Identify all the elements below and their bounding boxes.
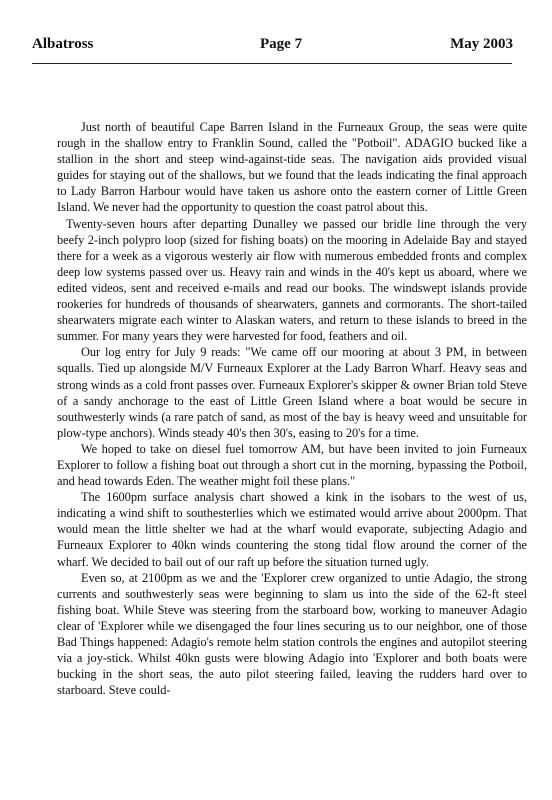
article-body [57,119,527,698]
paragraph: We hoped to take on diesel fuel tomorrow AM, but have been invited to join Furneaux Explorer to follow a fishing boat out through a short cut in the morning, bypassing the Potboil, and head towards Eden. The weather might foil these plans." [57,441,527,489]
page-number: Page 7 [260,36,303,52]
header-rule [32,63,512,64]
paragraph: Twenty-seven hours after departing Dunalley we passed our bridle line through the very beefy 2-inch polypro loop (sized for fishing boats) on the mooring in Adelaide Bay and stayed there for a week as a vigorous westerly air flow with numerous embedded fronts and complex deep low systems passed over us. Heavy rain and winds in the 40's kept us aboard, where we edited videos, sent and received e-mails and read our books. The windswept islands provide rookeries for hundreds of thousands of shearwaters, gannets and cormorants. The short-tailed shearwaters migrate each winter to Alaskan waters, and return to these islands to breed in the summer. For many years they were harvested for food, feathers and oil. [57,216,527,344]
paragraph: Even so, at 2100pm as we and the 'Explorer crew organized to untie Adagio, the strong currents and southwesterly seas were beginning to slam us into the side of the 62-ft steel fishing boat. While Steve was steering from the starboard bow, working to maneuver Adagio clear of 'Explorer while we disengaged the four lines securing us to our neighbor, one of those Bad Things happened: Adagio's remote helm station controls the engines and autopilot steering via a joy-stick. Whilst 40kn gusts were blowing Adagio into 'Explorer and both boats were bucking in the short seas, the auto pilot steering failed, leaving the rudders hard over to starboard. Steve could- [57,570,527,698]
newsletter-title: Albatross [32,36,94,52]
paragraph: Our log entry for July 9 reads: "We came off our mooring at about 3 PM, in between squalls. Tied up alongside M/V Furneaux Explorer at the Lady Barron Wharf. Heavy seas and strong winds as a cold front passes over. Furneaux Explorer's skipper & owner Brian told Steve of a sandy anchorage to the east of Little Green Island where a boat would be secure in southwesterly winds (a rare patch of sand, as most of the bay is heavy weed and unsuitable for plow-type anchors). Winds steady 40's then 30's, easing to 20's for a time. [57,345,527,440]
issue-date: May 2003 [450,36,513,52]
page-header [32,36,512,58]
paragraph: The 1600pm surface analysis chart showed a kink in the isobars to the west of us, indicating a wind shift to southesterlies which we estimated would arrive about 2000pm. That would mean the little shelter we had at the wharf would evaporate, subjecting Adagio and Furneaux Explorer to 40kn winds countering the stong tidal flow around the corner of the wharf. We decided to bail out of our raft up before the situation turned ugly. [57,490,527,569]
paragraph: Just north of beautiful Cape Barren Island in the Furneaux Group, the seas were quite rough in the shallow entry to Franklin Sound, called the "Potboil". ADAGIO bucked like a stallion in the short and steep wind-against-tide seas. The navigation aids provided visual guides for staying out of the shallows, but we found that the leads indicating the final approach to Lady Barron Harbour would have taken us ashore onto the eastern corner of Little Green Island. We never had the opportunity to question the coast patrol about this. [57,120,527,215]
